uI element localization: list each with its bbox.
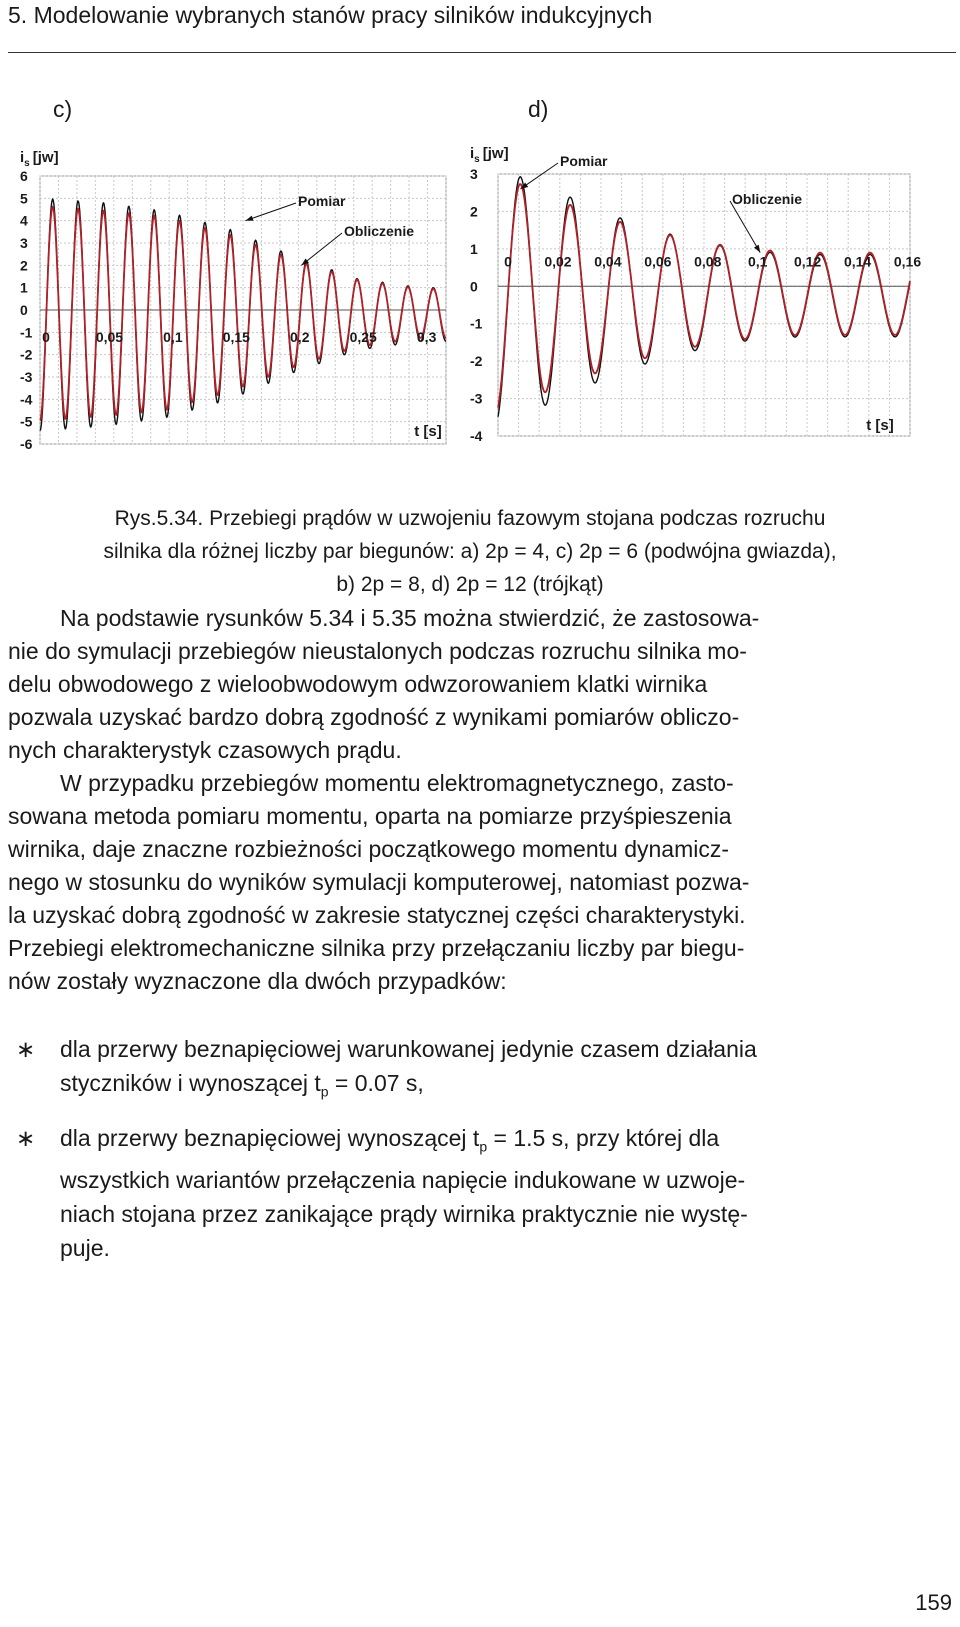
paragraph-2 xyxy=(8,767,956,932)
bullet-line: styczników i wynoszącej $t_p = 0.07$ s, xyxy=(60,1070,424,1100)
y-tick-label: 5 xyxy=(20,190,28,207)
y-tick-label: 1 xyxy=(470,240,478,257)
paragraph-line: nych charakterystyk czasowych prądu. xyxy=(8,737,402,763)
x-tick-label: 0,1 xyxy=(747,253,768,270)
bullet-line: niach stojana przez zanikające prądy wirnika praktycznie nie wystę- xyxy=(60,1201,748,1228)
chart-c xyxy=(0,140,460,460)
y-tick-label: 2 xyxy=(20,257,28,274)
x-tick-label: 0,16 xyxy=(893,253,922,270)
x-axis-label: t [s] xyxy=(866,417,894,434)
bullet-list xyxy=(8,1032,956,1277)
paragraph-line: nie do symulacji przebiegów nieustalonych podczas rozruchu silnika mo- xyxy=(8,638,747,664)
y-tick-label: 0 xyxy=(20,302,28,318)
paragraph-line: nego w stosunku do wyników symulacji komputerowej, natomiast pozwa- xyxy=(8,869,750,895)
y-tick-label: -2 xyxy=(20,346,33,363)
asterisk-bullet-icon: ∗ xyxy=(16,1124,36,1151)
y-tick-label: 0 xyxy=(470,278,478,295)
header-rule xyxy=(8,52,956,53)
panel-label-c: c) xyxy=(53,96,73,122)
y-tick-label: -3 xyxy=(20,369,33,385)
paragraph-line: wirnika, daje znaczne rozbieżności początkowego momentu dynamicz- xyxy=(8,836,730,862)
annotation-label: Pomiar xyxy=(560,153,608,169)
asterisk-bullet-icon: ∗ xyxy=(16,1036,36,1062)
paragraph-1 xyxy=(8,602,956,767)
chart-d xyxy=(462,140,956,460)
x-tick-label: 0,25 xyxy=(349,329,377,345)
y-tick-label: -3 xyxy=(470,390,483,407)
bullet-line: dla przerwy beznapięciowej warunkowanej jedynie czasem działania xyxy=(60,1036,757,1062)
x-tick-label: 0,04 xyxy=(594,253,622,270)
paragraph-3 xyxy=(8,932,956,998)
x-tick-label: 0,15 xyxy=(222,329,250,345)
x-tick-label: 0,3 xyxy=(416,329,437,345)
y-axis-label: $i_s$ [jw] xyxy=(470,145,509,165)
y-tick-label: -6 xyxy=(20,436,33,452)
y-tick-label: -2 xyxy=(470,353,483,370)
y-tick-label: 4 xyxy=(20,212,28,229)
y-tick-label: 3 xyxy=(470,166,478,182)
paragraph-line: W przypadku przebiegów momentu elektromagnetycznego, zasto- xyxy=(60,770,734,796)
caption-line: b) 2p = 8, d) 2p = 12 (trójkąt) xyxy=(336,573,604,596)
paragraph-line: sowana metoda pomiaru momentu, oparta na pomiarze przyśpieszenia xyxy=(8,803,732,829)
y-axis-label: $i_s$ [jw] xyxy=(20,149,59,169)
paragraph-line: nów zostały wyznaczone dla dwóch przypadków: xyxy=(8,968,507,994)
y-tick-label: -4 xyxy=(20,391,33,408)
x-tick-label: 0,08 xyxy=(694,253,722,270)
paragraph-line: la uzyskać dobrą zgodność w zakresie statycznej części charakterystyki. xyxy=(8,902,746,928)
y-tick-label: -1 xyxy=(470,315,483,332)
x-tick-label: 0,2 xyxy=(290,329,310,345)
paragraph-line: Na podstawie rysunków 5.34 i 5.35 można stwierdzić, że zastosowa- xyxy=(60,605,760,631)
y-tick-label: -1 xyxy=(20,324,33,341)
plot-frame xyxy=(498,174,910,436)
bullet-line: dla przerwy beznapięciowej wynoszącej $t_p = 1.5$ s, przy której dla xyxy=(60,1124,720,1155)
annotation-label: Obliczenie xyxy=(344,223,415,239)
y-tick-label: 3 xyxy=(20,235,28,251)
x-tick-label: 0 xyxy=(42,329,50,345)
annotation-label: Obliczenie xyxy=(732,191,803,207)
bullet-item-2 xyxy=(8,1121,956,1266)
y-tick-label: 2 xyxy=(470,203,478,220)
x-tick-label: 0,1 xyxy=(163,329,183,345)
figure-caption xyxy=(20,502,920,601)
y-tick-label: 6 xyxy=(20,168,28,184)
bullet-line: puje. xyxy=(60,1235,110,1262)
caption-line: Rys.5.34. Przebiegi prądów w uzwojeniu fazowym stojana podczas rozruchu xyxy=(114,507,826,530)
x-axis-label: t [s] xyxy=(414,423,442,440)
bullet-line: wszystkich wariantów przełączenia napięcie indukowane w uzwoje- xyxy=(60,1167,746,1194)
y-tick-label: -4 xyxy=(470,428,483,444)
x-tick-label: 0,14 xyxy=(843,253,872,270)
x-tick-label: 0,06 xyxy=(644,253,672,270)
paragraph-line: Przebiegi elektromechaniczne silnika przy przełączaniu liczby par biegu- xyxy=(8,935,745,961)
y-tick-label: 1 xyxy=(20,279,28,296)
bullet-item-1 xyxy=(8,1032,956,1109)
page-number: 159 xyxy=(915,1590,952,1615)
y-tick-label: -5 xyxy=(20,413,33,430)
x-tick-label: 0,05 xyxy=(95,329,124,345)
x-tick-label: 0,02 xyxy=(544,253,572,270)
paragraph-line: pozwala uzyskać bardzo dobrą zgodność z wynikami pomiarów obliczo- xyxy=(8,704,740,730)
x-tick-label: 0 xyxy=(504,253,512,270)
panel-label-d: d) xyxy=(528,96,549,122)
annotation-label: Pomiar xyxy=(298,193,346,209)
caption-line: silnika dla różnej liczby par biegunów: a) 2p = 4, c) 2p = 6 (podwójna gwiazda), xyxy=(103,540,837,563)
running-header: 5. Modelowanie wybranych stanów pracy silników indukcyjnych xyxy=(8,2,653,28)
x-tick-label: 0,12 xyxy=(794,253,822,270)
paragraph-line: delu obwodowego z wieloobwodowym odwzorowaniem klatki wirnika xyxy=(8,671,708,697)
